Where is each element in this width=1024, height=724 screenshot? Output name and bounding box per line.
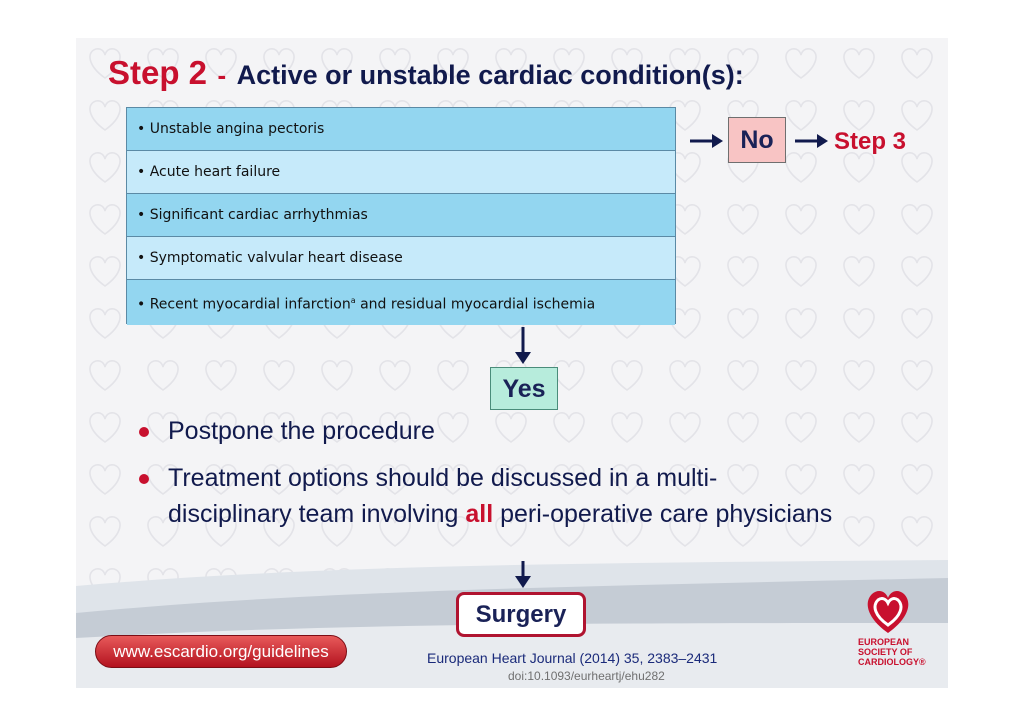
recommendation-item	[138, 460, 838, 532]
esc-logo-text	[858, 637, 948, 667]
recommendation-list	[138, 413, 838, 543]
surgery-label: Surgery	[475, 601, 567, 628]
conditions-table	[126, 107, 676, 324]
step-label: Step 2	[108, 54, 208, 91]
condition-text: • Acute heart failure	[137, 164, 281, 180]
esc-logo-line: EUROPEAN	[858, 637, 910, 647]
journal-citation: European Heart Journal (2014) 35, 2383–2431	[427, 650, 718, 666]
condition-text: • Unstable angina pectoris	[137, 121, 325, 137]
recommendation-item	[138, 413, 838, 449]
slide-title	[108, 54, 744, 92]
condition-row	[127, 237, 675, 280]
condition-row	[127, 280, 675, 325]
emphasis-word: all	[465, 500, 494, 528]
next-step-label: Step 3	[834, 128, 907, 155]
recommendation-text: Treatment options should be discussed in a multi-disciplinary team involving	[168, 464, 718, 528]
arrow-right-to-no	[690, 132, 724, 150]
esc-logo-line: SOCIETY OF	[858, 647, 913, 657]
condition-row	[127, 151, 675, 194]
condition-text: • Significant cardiac arrhythmias	[137, 207, 368, 223]
condition-text: • Recent myocardial infarction	[137, 296, 351, 313]
esc-heart-logo-icon	[862, 585, 914, 637]
title-text: Active or unstable cardiac condition(s):	[236, 60, 744, 90]
recommendation-text: Postpone the procedure	[168, 417, 435, 445]
condition-row	[127, 194, 675, 237]
no-branch-box	[728, 117, 786, 163]
condition-row	[127, 108, 675, 151]
recommendation-text-continued: peri-operative care physicians	[493, 500, 833, 528]
title-separator: -	[217, 60, 227, 90]
condition-text-continued: and residual myocardial ischemia	[355, 296, 596, 313]
no-label: No	[740, 126, 774, 154]
condition-text: • Symptomatic valvular heart disease	[137, 250, 403, 266]
guidelines-link[interactable]	[95, 635, 347, 668]
bullet-dot-icon	[139, 474, 149, 484]
footnote-marker: a	[350, 296, 356, 305]
arrow-down-to-yes	[513, 327, 533, 365]
arrow-right-to-step3	[795, 132, 829, 150]
guidelines-url: www.escardio.org/guidelines	[113, 642, 329, 661]
yes-branch-box	[490, 367, 558, 410]
yes-label: Yes	[502, 375, 546, 403]
esc-logo-line: CARDIOLOGY®	[858, 657, 926, 667]
bullet-dot-icon	[139, 427, 149, 437]
arrow-down-to-surgery	[513, 561, 533, 589]
doi-text: doi:10.1093/eurheartj/ehu282	[508, 669, 665, 683]
surgery-outcome-box	[456, 592, 586, 637]
